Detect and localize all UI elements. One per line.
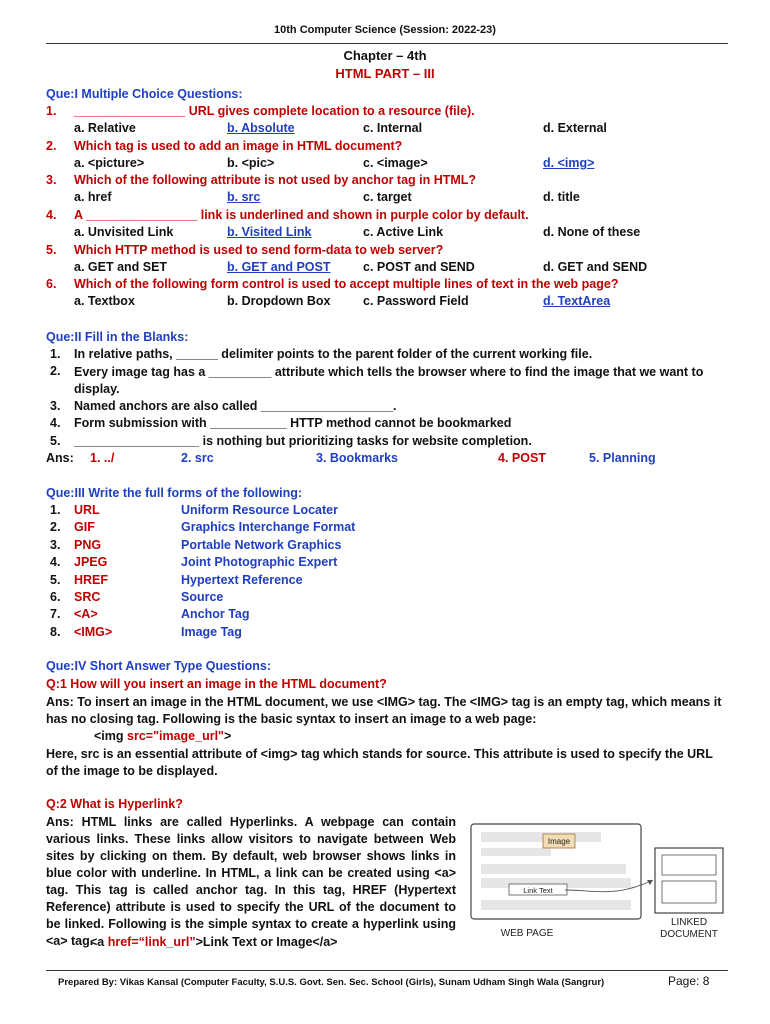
mcq-correct-option: d. <img>: [543, 156, 595, 170]
fill-num: 2.: [50, 364, 61, 378]
fullform-expansion: Joint Photographic Expert: [181, 555, 338, 570]
fullform-number: 2.: [50, 520, 61, 535]
img-syntax: [94, 729, 231, 743]
mcq-option: c. Internal: [363, 121, 423, 135]
image-label: Image: [547, 837, 571, 846]
mcq-option: a. <picture>: [74, 156, 145, 170]
mcq-option: d. External: [543, 121, 607, 135]
mcq-number: 3.: [46, 173, 57, 187]
placeholder-line: [481, 900, 631, 910]
mcq-correct-option: d. TextArea: [543, 294, 611, 308]
mcq-correct-option: b. src: [227, 190, 261, 204]
fullform-expansion: Hypertext Reference: [181, 572, 303, 587]
fullform-abbr: <A>: [74, 607, 98, 622]
mcq-option: d. None of these: [543, 225, 641, 239]
mcq-option: a. Relative: [74, 121, 136, 135]
fill-answer: 4. POST: [498, 451, 546, 465]
link-text-label: Link Text: [523, 886, 553, 895]
mcq-question-text: Which tag is used to add an image in HTML document?: [74, 139, 403, 153]
linked-caption: LINKED: [670, 917, 708, 928]
web-page-caption: WEB PAGE: [500, 928, 554, 939]
fullform-abbr: SRC: [74, 590, 101, 604]
mcq-question-text: Which of the following form control is used to accept multiple lines of text in the web page?: [74, 277, 619, 291]
header-rule: [46, 43, 728, 44]
code-end: >: [223, 729, 232, 743]
mcq-option: b. Dropdown Box: [227, 294, 331, 308]
section-mcq-title: Que:I Multiple Choice Questions:: [46, 87, 243, 101]
fullform-expansion: Anchor Tag: [181, 607, 250, 622]
footer-text: Prepared By: Vikas Kansal (Computer Faculty, S.U.S. Govt. Sen. Sec. School (Girls), Sunam Udham Singh Wala (Sangrur): [58, 977, 605, 988]
section-fill-title: Que:II Fill in the Blanks:: [46, 330, 189, 344]
fill-text: In relative paths, ______ delimiter points to the parent folder of the current working file.: [74, 347, 593, 361]
document-caption: DOCUMENT: [660, 929, 718, 940]
fullform-abbr: HREF: [74, 572, 109, 587]
mcq-number: 6.: [46, 277, 57, 291]
section-fullforms-title: Que:III Write the full forms of the following:: [46, 486, 303, 500]
mcq-correct-option: b. Visited Link: [227, 225, 312, 239]
fullform-abbr: URL: [74, 503, 100, 517]
fullform-expansion: Source: [181, 590, 224, 604]
mcq-option: c. <image>: [363, 156, 428, 170]
a-syntax: [90, 935, 337, 949]
mcq-option: c. Active Link: [363, 225, 444, 239]
code-attr: href=“link_url”: [107, 935, 196, 949]
mcq-option: b. <pic>: [227, 156, 275, 170]
mcq-number: 2.: [46, 139, 57, 153]
fullform-number: 6.: [50, 590, 61, 604]
fullform-number: 1.: [50, 503, 61, 517]
section-short-title: Que:IV Short Answer Type Questions:: [46, 659, 272, 673]
chapter-subtitle: HTML PART – III: [335, 66, 435, 81]
fullform-expansion: Graphics Interchange Format: [181, 520, 356, 535]
hyperlink-diagram: [465, 818, 730, 943]
mcq-correct-option: b. Absolute: [227, 121, 295, 135]
fullform-abbr: GIF: [74, 520, 95, 535]
mcq-option: c. Password Field: [363, 294, 469, 308]
mcq-option: c. POST and SEND: [363, 260, 475, 274]
fill-text: Form submission with ___________ HTTP method cannot be bookmarked: [74, 416, 512, 430]
fullform-number: 5.: [50, 572, 61, 587]
mcq-number: 1.: [46, 104, 57, 118]
fullform-expansion: Image Tag: [181, 624, 242, 639]
mcq-option: a. href: [74, 190, 112, 204]
question-2: Q:2 What is Hyperlink?: [46, 797, 183, 811]
fill-num: 3.: [50, 399, 61, 413]
mcq-question-text: A ________________ link is underlined and shown in purple color by default.: [74, 208, 529, 222]
doc-block: [662, 855, 716, 875]
fullform-abbr: JPEG: [74, 555, 108, 570]
chapter-title: Chapter – 4th: [343, 48, 427, 63]
fullform-abbr: PNG: [74, 537, 102, 552]
fill-num: 1.: [50, 347, 61, 361]
fill-text: __________________ is nothing but prioritizing tasks for website completion.: [74, 434, 532, 448]
mcq-option: a. GET and SET: [74, 260, 168, 274]
footer-rule: [46, 970, 728, 971]
mcq-question-text: ________________ URL gives complete location to a resource (file).: [74, 104, 475, 118]
fullform-expansion: Uniform Resource Locater: [181, 503, 338, 517]
fill-answer: 1. ../: [90, 451, 115, 465]
page-header: 10th Computer Science (Session: 2022-23): [274, 24, 496, 36]
mcq-question-text: Which HTTP method is used to send form-data to web server?: [74, 243, 444, 257]
code-end: >Link Text or Image</a>: [195, 935, 338, 949]
fullform-abbr: <IMG>: [74, 624, 113, 639]
answer-1-text: Ans: To insert an image in the HTML document, we use <IMG> tag. The <IMG> tag is an empty tag, which means it has no closing tag. Following is the basic syntax to insert an image to a web page:: [46, 695, 722, 726]
mcq-number: 5.: [46, 243, 57, 257]
fullform-number: 8.: [50, 624, 61, 639]
fullform-number: 7.: [50, 607, 61, 622]
fullform-number: 4.: [50, 555, 61, 570]
mcq-option: d. GET and SEND: [543, 260, 648, 274]
placeholder-line: [481, 864, 626, 874]
code-tag: <a: [90, 935, 108, 949]
fill-text: Named anchors are also called ___________________.: [74, 399, 397, 413]
fill-answer: 5. Planning: [589, 451, 656, 465]
fill-answer: 2. src: [181, 451, 214, 465]
answers-label: Ans:: [46, 451, 74, 465]
answer-1-explanation: Here, src is an essential attribute of <img> tag which stands for source. This attribute is used to specify the URL of the image to be displayed.: [46, 747, 713, 778]
placeholder-line: [481, 848, 551, 856]
mcq-option: a. Unvisited Link: [74, 225, 174, 239]
placeholder-line: [481, 832, 601, 842]
fill-text: Every image tag has a _________ attribute which tells the browser where to find the image that we want to display.: [74, 365, 704, 396]
question-1: Q:1 How will you insert an image in the HTML document?: [46, 677, 387, 691]
answer-2-text: Ans: HTML links are called Hyperlinks. A webpage can contain various links. These links allow visitors to navigate between Web sites by clicking on them. By default, web browser shows links in blue color with underline. In HTML, a link can be created using <a> tag. This tag is called anchor tag. In this tag, HREF (Hypertext Reference) attribute is used to specify the URL of the document to be linked. Following is the simple syntax to create a hyperlink using <a> tag.: [46, 815, 456, 948]
mcq-question-text: Which of the following attribute is not used by anchor tag in HTML?: [74, 173, 477, 187]
doc-block: [662, 881, 716, 903]
fullform-expansion: Portable Network Graphics: [181, 537, 342, 552]
mcq-number: 4.: [46, 208, 57, 222]
fullform-number: 3.: [50, 537, 61, 552]
code-attr: src="image_url": [127, 729, 224, 743]
page-number: Page: 8: [668, 974, 710, 988]
mcq-option: c. target: [363, 190, 412, 204]
mcq-option: a. Textbox: [74, 294, 135, 308]
mcq-correct-option: b. GET and POST: [227, 260, 331, 274]
fill-answer: 3. Bookmarks: [316, 451, 398, 465]
mcq-option: d. title: [543, 190, 580, 204]
fill-num: 4.: [50, 416, 61, 430]
code-tag: <img: [94, 729, 127, 743]
fill-num: 5.: [50, 434, 61, 448]
